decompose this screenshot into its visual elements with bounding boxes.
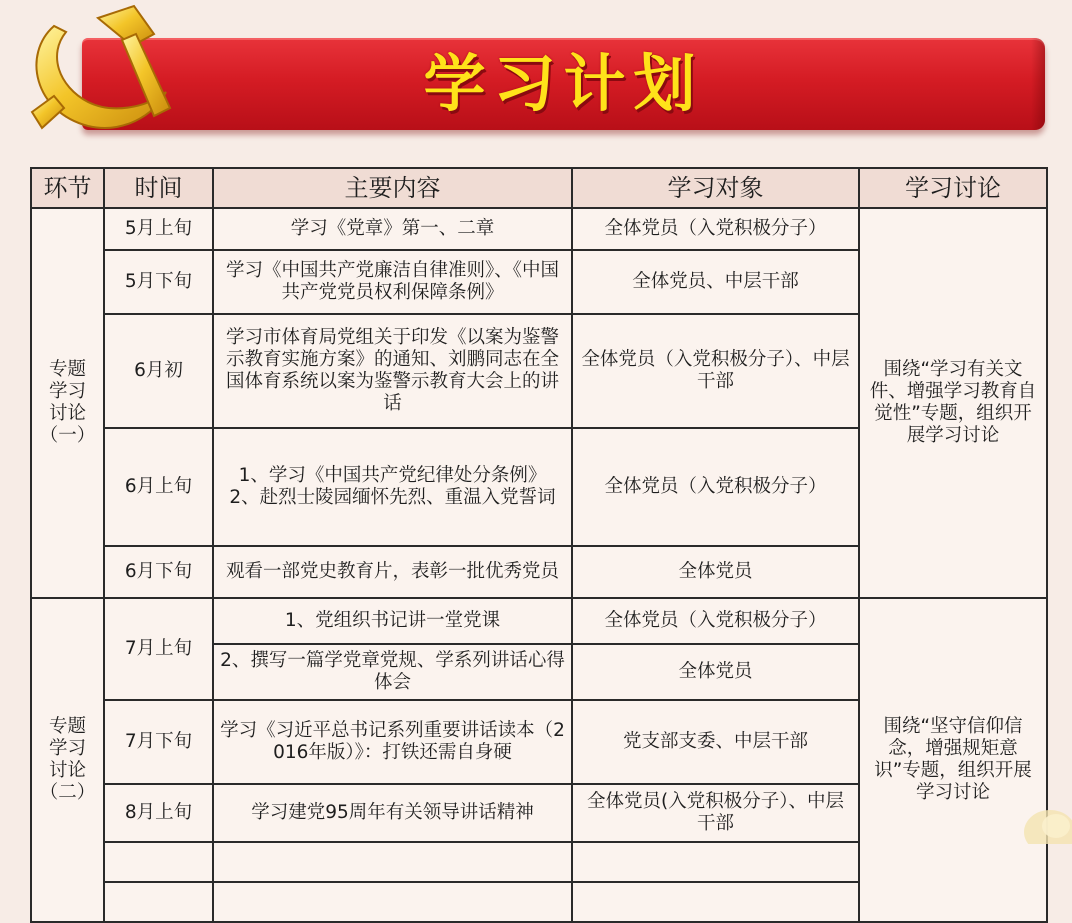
- time-cell: 7月上旬: [104, 598, 213, 700]
- content-cell: 学习市体育局党组关于印发《以案为鉴警示教育实施方案》的通知、刘鹏同志在全国体育系统以案为鉴警示教育大会上的讲话: [213, 314, 572, 428]
- audience-cell: 全体党员: [572, 644, 859, 700]
- audience-cell: 党支部支委、中层干部: [572, 700, 859, 784]
- time-cell: 5月上旬: [104, 208, 213, 250]
- content-cell: 观看一部党史教育片，表彰一批优秀党员: [213, 546, 572, 598]
- hammer-sickle-icon: [14, 4, 182, 140]
- column-header-discussion: 学习讨论: [859, 168, 1047, 208]
- time-cell: [104, 882, 213, 922]
- audience-cell: 全体党员、中层干部: [572, 250, 859, 314]
- page-title: 学习计划: [423, 47, 704, 120]
- column-header-stage: 环节: [31, 168, 104, 208]
- table-row: [31, 598, 1047, 644]
- audience-cell: [572, 882, 859, 922]
- content-cell: 学习建党95周年有关领导讲话精神: [213, 784, 572, 842]
- table-row: [31, 208, 1047, 250]
- time-cell: 6月下旬: [104, 546, 213, 598]
- discussion-cell: 围绕“坚守信仰信念，增强规矩意识”专题，组织开展学习讨论: [859, 598, 1047, 922]
- audience-cell: 全体党员（入党积极分子）: [572, 428, 859, 546]
- discussion-cell: 围绕“学习有关文件、增强学习教育自觉性”专题，组织开展学习讨论: [859, 208, 1047, 598]
- header-banner: [0, 0, 1072, 160]
- table-header-row: [31, 168, 1047, 208]
- column-header-audience: 学习对象: [572, 168, 859, 208]
- content-cell: 学习《党章》第一、二章: [213, 208, 572, 250]
- audience-cell: 全体党员（入党积极分子）: [572, 598, 859, 644]
- content-cell: 2、撰写一篇学党章党规、学系列讲话心得体会: [213, 644, 572, 700]
- content-cell: 1、党组织书记讲一堂党课: [213, 598, 572, 644]
- content-cell: [213, 882, 572, 922]
- content-cell: 学习《中国共产党廉洁自律准则》、《中国共产党党员权利保障条例》: [213, 250, 572, 314]
- content-cell: 学习《习近平总书记系列重要讲话读本（2016年版）》：打铁还需自身硬: [213, 700, 572, 784]
- time-cell: 8月上旬: [104, 784, 213, 842]
- column-header-content: 主要内容: [213, 168, 572, 208]
- audience-cell: 全体党员: [572, 546, 859, 598]
- stage-cell: 专题 学习 讨论 （一）: [31, 208, 104, 598]
- time-cell: 6月初: [104, 314, 213, 428]
- flower-decoration-icon: [1012, 774, 1072, 844]
- content-cell: [213, 842, 572, 882]
- audience-cell: 全体党员（入党积极分子）: [572, 208, 859, 250]
- time-cell: 6月上旬: [104, 428, 213, 546]
- audience-cell: 全体党员（入党积极分子）、中层干部: [572, 314, 859, 428]
- study-plan-table: [30, 167, 1048, 923]
- stage-cell: 专题 学习 讨论 （二）: [31, 598, 104, 922]
- time-cell: [104, 842, 213, 882]
- time-cell: 5月下旬: [104, 250, 213, 314]
- audience-cell: [572, 842, 859, 882]
- content-cell: 1、学习《中国共产党纪律处分条例》 2、赴烈士陵园缅怀先烈、重温入党誓词: [213, 428, 572, 546]
- time-cell: 7月下旬: [104, 700, 213, 784]
- column-header-time: 时间: [104, 168, 213, 208]
- audience-cell: 全体党员(入党积极分子）、中层干部: [572, 784, 859, 842]
